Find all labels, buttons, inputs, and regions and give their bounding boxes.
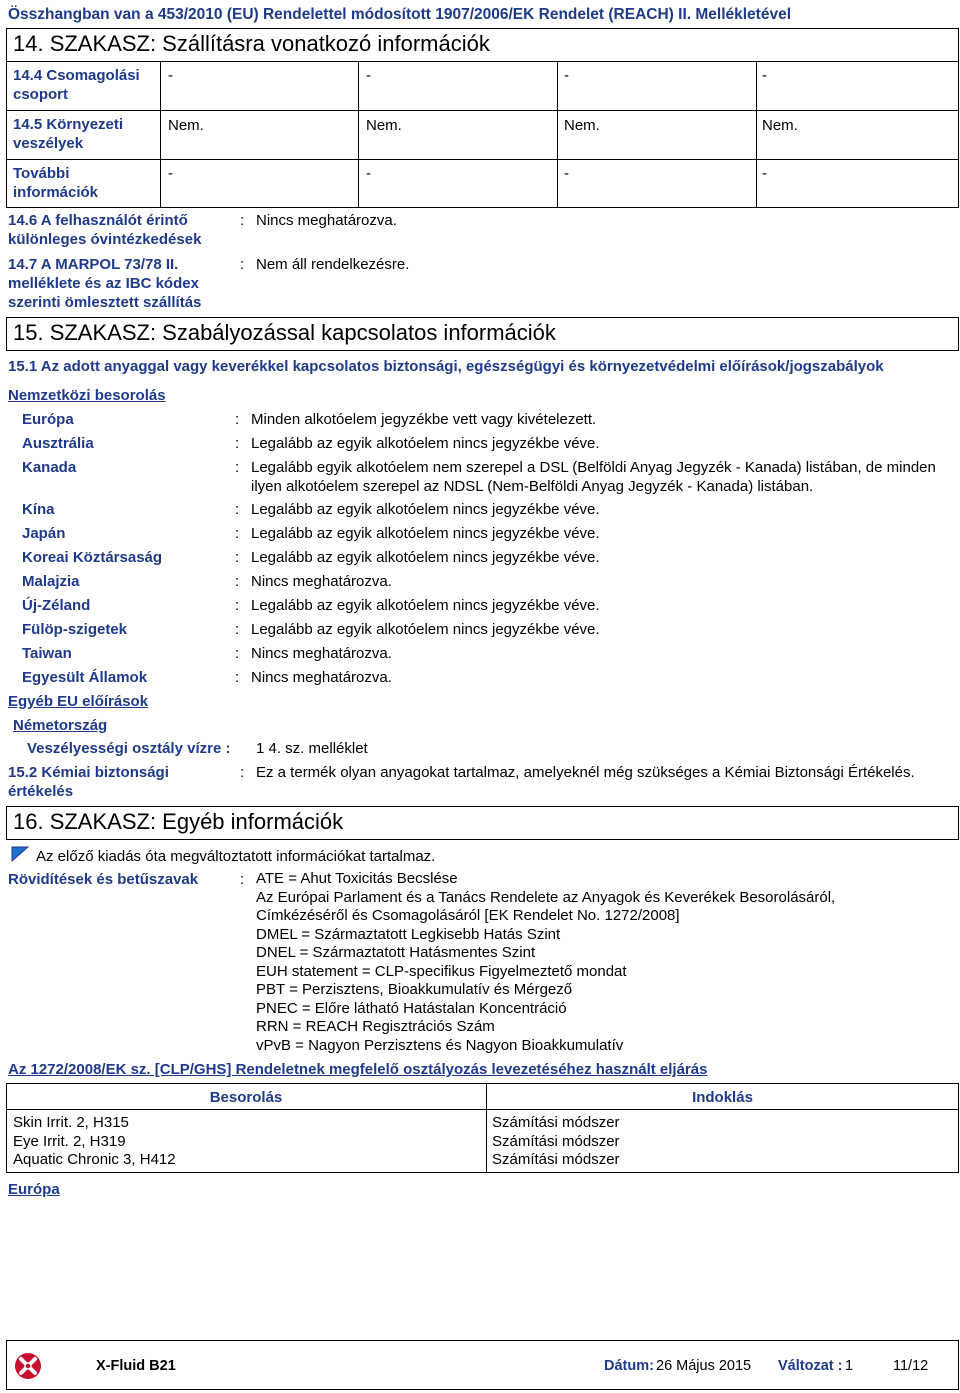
label-14-7: 14.7 A MARPOL 73/78 II. melléklete és az IBC kódex szerinti ömlesztett szállítás xyxy=(8,256,202,311)
cell-value: - xyxy=(762,67,767,84)
colon: : xyxy=(235,501,240,518)
inventory-text: Legalább az egyik alkotóelem nincs jegyzékbe véve. xyxy=(251,597,600,614)
inventory-text: Legalább az egyik alkotóelem nincs jegyzékbe véve. xyxy=(251,501,600,518)
colon: : xyxy=(235,411,240,428)
colon: : xyxy=(235,597,240,614)
inventory-text: Legalább az egyik alkotóelem nincs jegyzékbe véve. xyxy=(251,525,600,542)
clp-procedure-link[interactable]: Az 1272/2008/EK sz. [CLP/GHS] Rendeletnek megfelelő osztályozás levezetéséhez használt eljárás xyxy=(8,1061,708,1078)
label-15-2: 15.2 Kémiai biztonsági értékelés xyxy=(8,764,169,800)
section16-title-text: 16. SZAKASZ: Egyéb információk xyxy=(13,809,344,834)
transport-grid-line xyxy=(557,61,558,208)
colon: : xyxy=(235,573,240,590)
revision-marker-icon xyxy=(11,846,29,862)
section15-title-text: 15. SZAKASZ: Szabályozással kapcsolatos információk xyxy=(13,320,556,345)
region-korea: Koreai Köztársaság xyxy=(22,549,163,566)
region-europe: Európa xyxy=(22,411,74,428)
heading-15-1: 15.1 Az adott anyaggal vagy keverékkel kapcsolatos biztonsági, egészségügyi és környezetvédelmi előírások/jogszabályok xyxy=(8,358,884,375)
section15-title xyxy=(6,317,959,351)
abbreviation-list xyxy=(256,870,896,1055)
abbreviation-item: PBT = Perzisztens, Bioakkumulatív és Mérgező xyxy=(256,981,573,998)
inventory-text: Legalább egyik alkotóelem nem szerepel a DSL (Belföldi Anyag Jegyzék - Kanada) listában, de minden ilyen alkotóelem szerepel az NDSL (Nem-Belföldi Anyag Jegyzék - Kanada) listában. xyxy=(251,459,936,495)
abbreviation-item: EUH statement = CLP-specifikus Figyelmeztető mondat xyxy=(256,962,627,980)
region-taiwan: Taiwan xyxy=(22,645,72,662)
section16-title xyxy=(6,806,959,840)
colon: : xyxy=(235,549,240,566)
transport-grid-line xyxy=(160,61,161,208)
colon: : xyxy=(235,645,240,662)
footer-version-label: Változat : xyxy=(778,1358,843,1374)
region-usa: Egyesült Államok xyxy=(22,669,148,686)
abbreviation-item: ATE = Ahut Toxicitás Becslése xyxy=(256,870,458,887)
colon: : xyxy=(240,871,245,888)
transport-grid-line xyxy=(6,110,959,111)
value-14-6: Nincs meghatározva. xyxy=(256,212,397,229)
cell-value: - xyxy=(366,67,371,84)
clp-cell: Számítási módszer xyxy=(492,1132,620,1150)
abbreviation-item: PNEC = Előre látható Hatástalan Koncentráció xyxy=(256,999,567,1017)
cell-value: - xyxy=(564,165,569,182)
intl-classification-link[interactable]: Nemzetközi besorolás xyxy=(8,387,166,404)
clp-header-justification: Indoklás xyxy=(692,1089,753,1106)
clp-cell: Számítási módszer xyxy=(492,1114,620,1131)
row-label-further-info: További információk xyxy=(13,165,99,201)
inventory-text: Legalább az egyik alkotóelem nincs jegyzékbe véve. xyxy=(251,435,600,452)
clp-cell: Aquatic Chronic 3, H412 xyxy=(13,1151,176,1168)
other-eu-regulations-link[interactable]: Egyéb EU előírások xyxy=(8,693,149,710)
value-14-7: Nem áll rendelkezésre. xyxy=(256,256,410,273)
abbreviation-item: Az Európai Parlament és a Tanács Rendelete az Anyagok és Keverékek Besorolásáról, Címkézéséről és Csomagolásáról [EK Rendelet No. 1272/2008] xyxy=(256,888,836,924)
colon: : xyxy=(240,256,245,273)
footer-version-value: 1 xyxy=(845,1358,854,1374)
colon: : xyxy=(235,435,240,452)
revision-note: Az előző kiadás óta megváltoztatott információkat tartalmaz. xyxy=(36,848,436,865)
cell-value: - xyxy=(366,165,371,182)
cell-value: Nem. xyxy=(168,117,204,134)
colon: : xyxy=(235,459,240,476)
clp-classification-column xyxy=(13,1114,176,1170)
cell-value: - xyxy=(168,165,173,182)
abbreviation-item: RRN = REACH Regisztrációs Szám xyxy=(256,1018,495,1035)
water-hazard-value: 1 4. sz. melléklet xyxy=(256,740,368,757)
colon: : xyxy=(235,621,240,638)
inventory-text: Nincs meghatározva. xyxy=(251,573,392,590)
germany-link[interactable]: Németország xyxy=(13,717,108,734)
cell-value: - xyxy=(762,165,767,182)
transport-grid-line xyxy=(358,61,359,208)
region-new-zealand: Új-Zéland xyxy=(22,597,91,614)
inventory-text: Legalább az egyik alkotóelem nincs jegyzékbe véve. xyxy=(251,621,600,638)
footer-date-label: Dátum: xyxy=(604,1358,654,1374)
clp-header-classification: Besorolás xyxy=(209,1089,283,1106)
row-label-environmental-hazards: 14.5 Környezeti veszélyek xyxy=(13,116,124,152)
clp-grid-line xyxy=(6,1109,959,1110)
region-philippines: Fülöp-szigetek xyxy=(22,621,128,638)
label-14-6: 14.6 A felhasználót érintő különleges óvintézkedések xyxy=(8,212,202,248)
value-15-2: Ez a termék olyan anyagokat tartalmaz, amelyeknél még szükséges a Kémiai Biztonsági Értékelés. xyxy=(256,764,915,781)
cell-value: - xyxy=(564,67,569,84)
region-malaysia: Malajzia xyxy=(22,573,80,590)
europe-link[interactable]: Európa xyxy=(8,1181,60,1198)
transport-grid-line xyxy=(756,61,757,208)
colon: : xyxy=(240,212,245,229)
cell-value: Nem. xyxy=(564,117,600,134)
inventory-text: Minden alkotóelem jegyzékbe vett vagy kivételezett. xyxy=(251,411,597,428)
transport-grid-line xyxy=(6,159,959,160)
water-hazard-label: Veszélyességi osztály vízre : xyxy=(27,740,231,757)
inventory-text: Nincs meghatározva. xyxy=(251,669,392,686)
region-australia: Ausztrália xyxy=(22,435,94,452)
footer-product: X-Fluid B21 xyxy=(96,1358,176,1374)
section14-title xyxy=(6,28,959,62)
abbreviations-label: Rövidítések és betűszavak xyxy=(8,871,199,888)
regulation-header: Összhangban van a 453/2010 (EU) Rendelettel módosított 1907/2006/EK Rendelet (REACH) II. Mellékletével xyxy=(8,6,792,23)
cell-value: - xyxy=(168,67,173,84)
row-label-packing-group: 14.4 Csomagolási csoport xyxy=(13,67,140,103)
region-canada: Kanada xyxy=(22,459,77,476)
clp-cell: Eye Irrit. 2, H319 xyxy=(13,1132,126,1150)
clp-cell: Számítási módszer xyxy=(492,1151,620,1168)
company-logo-icon xyxy=(14,1352,42,1380)
section14-title-text: 14. SZAKASZ: Szállításra vonatkozó információk xyxy=(13,31,490,56)
abbreviation-item: vPvB = Nagyon Perzisztens és Nagyon Bioakkumulatív xyxy=(256,1036,624,1054)
abbreviation-item: DMEL = Származtatott Legkisebb Hatás Szint xyxy=(256,925,561,943)
cell-value: Nem. xyxy=(762,117,798,134)
colon: : xyxy=(240,764,245,781)
footer-date-value: 26 Május 2015 xyxy=(656,1358,752,1374)
cell-value: Nem. xyxy=(366,117,402,134)
abbreviation-item: DNEL = Származtatott Hatásmentes Szint xyxy=(256,944,536,961)
footer-page-number: 11/12 xyxy=(893,1358,929,1374)
inventory-text: Nincs meghatározva. xyxy=(251,645,392,662)
colon: : xyxy=(235,669,240,686)
clp-cell: Skin Irrit. 2, H315 xyxy=(13,1114,129,1131)
clp-justification-column xyxy=(492,1114,620,1170)
colon: : xyxy=(235,525,240,542)
region-japan: Japán xyxy=(22,525,66,542)
region-china: Kína xyxy=(22,501,55,518)
inventory-text: Legalább az egyik alkotóelem nincs jegyzékbe véve. xyxy=(251,549,600,566)
